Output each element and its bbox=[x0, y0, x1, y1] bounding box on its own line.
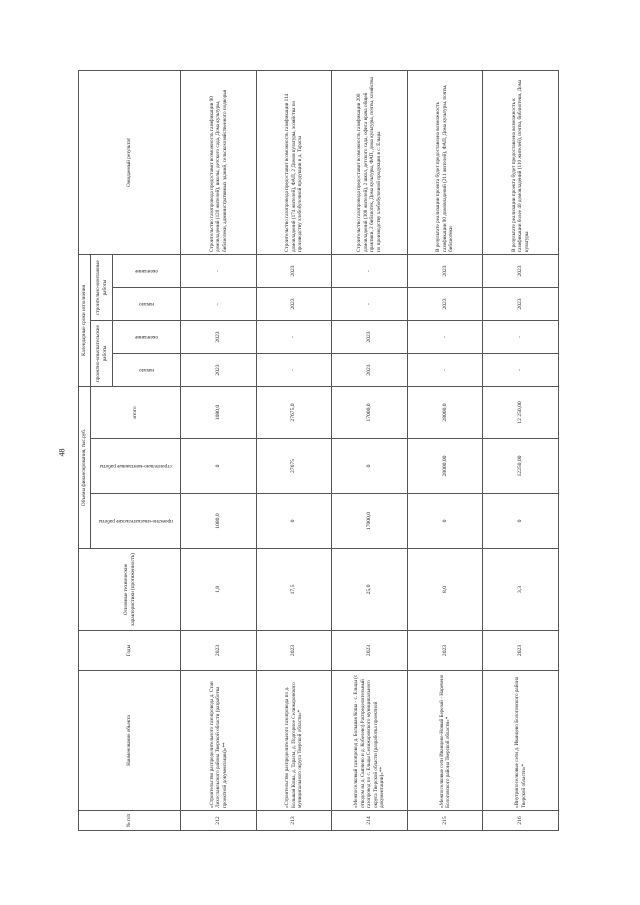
row-tech: 17,5 bbox=[256, 549, 332, 631]
row-cal-build-start: - bbox=[181, 288, 257, 321]
row-cal-build-end: 2023 bbox=[407, 255, 483, 288]
row-cal-design-start: - bbox=[407, 354, 483, 387]
row-result: Строительство газопровода предоставит возможность газификации 114 домовладений (174 жителей), ФАП, 2 Домов культуры, хозяйства по производству хлебобулочной продукции в д. Тарасы bbox=[256, 71, 332, 255]
header-year: Годы bbox=[79, 631, 181, 671]
row-fin-build: 0 bbox=[332, 439, 408, 494]
row-name: «Межпоселковые сети Иванцево-Новый Березай - Наречено Бологовского района Тверской области»* bbox=[407, 671, 483, 811]
row-fin-design: 0 bbox=[407, 494, 483, 549]
row-year: 2023 bbox=[407, 631, 483, 671]
header-cal-design-start: начало bbox=[113, 354, 181, 387]
table-row bbox=[256, 71, 332, 831]
row-cal-build-end: - bbox=[332, 255, 408, 288]
row-fin-design: 0 bbox=[256, 494, 332, 549]
row-cal-build-start: 2023 bbox=[483, 288, 559, 321]
header-finance-group: Объемы финансирования, тыс.руб. bbox=[79, 387, 91, 549]
header-tech: Основные технические характеристики (протяженность) bbox=[79, 549, 181, 631]
header-cal-design: проектно-изыскательские работы bbox=[91, 321, 113, 387]
row-cal-design-end: - bbox=[256, 321, 332, 354]
table-row bbox=[332, 71, 408, 831]
row-result: Строительство газопровода предоставит возможность газификации 200 домовладений (308 жителей), 2 школ, детского сада, офиса врача общей практики, 2 библиотек, Дома культуры, ФАП, дома культуры, почты, хозяйства по производству хлебобулочной продукции в с. Ельцы bbox=[332, 71, 408, 255]
header-cal-build: строительно-монтажные работы bbox=[91, 255, 113, 321]
row-cal-build-end: 2023 bbox=[483, 255, 559, 288]
projects-table bbox=[78, 70, 559, 831]
row-result: В результате реализации проекта будет предоставлена возможность к газификации более 40 домовладений (110 жителей), почты, библиотеки, Дома культуры bbox=[483, 71, 559, 255]
row-cal-design-end: 2023 bbox=[332, 321, 408, 354]
row-cal-build-start: 2023 bbox=[407, 288, 483, 321]
row-year: 2023 bbox=[181, 631, 257, 671]
row-num: 215 bbox=[407, 811, 483, 831]
row-cal-design-start: - bbox=[483, 354, 559, 387]
header-fin-build: строительно-монтажные работы bbox=[91, 439, 181, 494]
row-result: Строительство газопровода предоставит возможность газификации 90 домовладений (120 жителей), школы, детского сада, Дома культуры, библиотеки, административных зданий, сельскохозяйственного подворья bbox=[181, 71, 257, 255]
row-cal-build-end: 2023 bbox=[256, 255, 332, 288]
row-name: «Внутрипоселковые сети д. Иванцево Бологовского района Тверской области»* bbox=[483, 671, 559, 811]
row-tech: 3,3 bbox=[483, 549, 559, 631]
header-num: № п/п bbox=[79, 811, 181, 831]
row-fin-total: 28000,0 bbox=[407, 387, 483, 439]
header-cal-build-end: окончание bbox=[113, 255, 181, 288]
row-fin-build: 0 bbox=[181, 439, 257, 494]
row-cal-design-start: 2023 bbox=[181, 354, 257, 387]
row-num: 213 bbox=[256, 811, 332, 831]
row-tech: 8,0 bbox=[407, 549, 483, 631]
row-name: «Строительство распределительного газопровода д. Стан Лихославльского района Тверской области (разработка проектной документации)»** bbox=[181, 671, 257, 811]
header-name: Наименование объекта bbox=[79, 671, 181, 811]
row-fin-total: 12 250,00 bbox=[483, 387, 559, 439]
row-tech: 25,0 bbox=[332, 549, 408, 631]
row-result: В результате реализации проекта будет предоставлена возможность газификации 90 домовладений (211 жителей), ФАП, Дома культуры, почты, библиотеки bbox=[407, 71, 483, 255]
table-row bbox=[483, 71, 559, 831]
header-result: Ожидаемый результат bbox=[79, 71, 181, 255]
row-fin-design: 0 bbox=[483, 494, 559, 549]
table-row bbox=[181, 71, 257, 831]
row-cal-design-end: 2023 bbox=[181, 321, 257, 354]
header-cal-design-end: окончание bbox=[113, 321, 181, 354]
row-num: 212 bbox=[181, 811, 257, 831]
page-number: 48 bbox=[57, 448, 67, 457]
row-cal-design-start: - bbox=[256, 354, 332, 387]
row-fin-total: 1080,0 bbox=[181, 387, 257, 439]
header-fin-total: итого bbox=[91, 387, 181, 439]
row-cal-design-start: 2023 bbox=[332, 354, 408, 387]
row-tech: 1,8 bbox=[181, 549, 257, 631]
row-cal-build-start: 2023 bbox=[256, 288, 332, 321]
row-cal-build-end: - bbox=[181, 255, 257, 288]
header-cal-build-start: начало bbox=[113, 288, 181, 321]
row-year: 2023 bbox=[483, 631, 559, 671]
row-num: 214 bbox=[332, 811, 408, 831]
row-fin-build: 28000,00 bbox=[407, 439, 483, 494]
row-fin-design: 1080,0 bbox=[181, 494, 257, 549]
row-cal-design-end: - bbox=[407, 321, 483, 354]
row-fin-total: 27675,0 bbox=[256, 387, 332, 439]
row-fin-total: 17000,0 bbox=[332, 387, 408, 439]
row-num: 216 bbox=[483, 811, 559, 831]
table-row bbox=[407, 71, 483, 831]
header-calendar-group: Календарные сроки исполнения bbox=[79, 255, 91, 387]
row-fin-design: 17000,0 bbox=[332, 494, 408, 549]
rotated-table-container bbox=[78, 71, 558, 831]
row-name: «Межпоселковый газопровод д. Большая Коша - с. Ельцы (с отводом на д. Сыпчево и д. Кобелево) Распределительный газопровод по с. Ельцы Селижаровского муниципального округа Тверской области (разработка проектной документации)»** bbox=[332, 671, 408, 811]
row-name: «Строительство распределительного газопровода по д. Большая Коша, д. Тарасы, д. Подгорное Селижаровского муниципального округа Тверской области»* bbox=[256, 671, 332, 811]
row-cal-design-end: - bbox=[483, 321, 559, 354]
row-year: 2023 bbox=[256, 631, 332, 671]
row-cal-build-start: - bbox=[332, 288, 408, 321]
row-fin-build: 12250,00 bbox=[483, 439, 559, 494]
row-year: 2023 bbox=[332, 631, 408, 671]
header-fin-design: проектно-изыскательские работы bbox=[91, 494, 181, 549]
row-fin-build: 27675 bbox=[256, 439, 332, 494]
